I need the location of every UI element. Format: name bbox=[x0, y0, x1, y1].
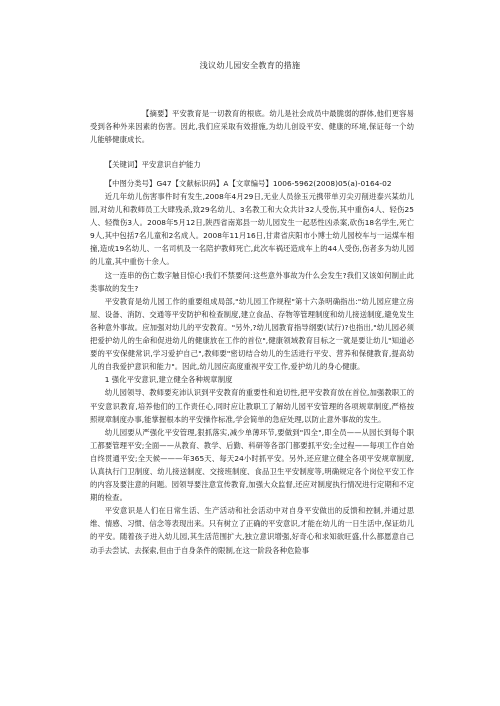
paragraph: 平安教育是幼儿园工作的重要组成局部,"幼儿园工作规程"第十六条明确指出:"幼儿园应建立房屋、设备、消防、交通等平安防护和检查制度,建立食品、存物等管理制度和幼儿接送制度,避免发生各种意外事故。应加强对幼儿的平安教育。"另外,?幼儿园教育指导纲要(试行)?也指出,"幼儿园必须把爱护幼儿的生命和促进幼儿的健康放在工作的首位",健康领域教育目标之一就是要让幼儿"知道必要的平安保健常识,学习爱护自己",教师要"密切结合幼儿的生活进行平安、营养和保健教育,提高幼儿的自我爱护意识和能力"。因此,幼儿园应高度重视平安工作,爱护幼儿的身心健康。 bbox=[90, 296, 414, 372]
classification-line: 【中图分类号】G47【文献标识码】A【文章编号】1006-5962(2008)05(a)-0164-02 bbox=[104, 179, 392, 188]
paragraph: 幼儿园领导、教师要充沛认识到平安教育的重要性和迫切性,把平安教育放在首位,加强教职工的平安意识教育,培养他们的工作责任心,同时应让教职工了解幼儿园平安管理的各项规章制度,严格按照规章制度办事,能掌握根本的平安操作标准,学会简单的急症处理,以防止意外事故的发生。 bbox=[90, 388, 414, 424]
body-text bbox=[90, 190, 414, 557]
keywords: 【关键词】平安意识自护能力 bbox=[104, 160, 201, 169]
paragraph: 幼儿园要从严强化平安管理,狠抓落实,减少单薄环节,要做到"四全",即全员——从园长到每个职工都要管理平安;全面——从教育、教学、后勤、科研等各部门都要抓平安;全过程——每项工作自始自终贯通平安;全天候———年365天、每天24小时抓平安。另外,还应建立健全各项平安规章制度,认真执行门卫制度、幼儿接送制度、交接班制度、食品卫生平安制度等,明确规定各个岗位平安工作的内容及要注意的问题。园领导要注意宣传教育,加强大众监督,还应对制度执行情况进行定期和不定期的检查。 bbox=[90, 427, 414, 503]
paragraph: 这一连串的伤亡数字触目惊心!我们不禁要问:这些意外事故为什么会发生?我们又该如何制止此类事故的发生? bbox=[90, 270, 414, 293]
section-heading: 1 强化平安意识,建立健全各种规章制度 bbox=[104, 375, 233, 385]
classification-block bbox=[90, 177, 414, 190]
article-title: 浅议幼儿园安全教育的措施 bbox=[199, 60, 301, 70]
abstract: 【摘要】平安教育是一切教育的根底。幼儿是社会成员中最脆弱的群体,他们更容易受到各种外来因素的伤害。因此,我们应采取有效措施,为幼儿创设平安、健康的环境,保证每一个幼儿能够健康成长。 bbox=[90, 109, 414, 145]
abstract-block bbox=[90, 107, 414, 146]
paragraph: 近几年幼儿伤害事件时有发生,2008年4月29日,无业人员徐玉元携带单刃尖刃削进泰兴某幼儿园,对幼儿和教师员工大肆残杀,致29名幼儿、3名教工和大众共计32人受伤,其中重伤4人、轻伤25人、轻微伤3人。2008年5月12日,陕西省南郑县一幼儿园发生一起恶性凶杀案,砍伤18名学生,死亡9人,其中包括7名儿童和2名成人。2008年11月16日,甘肃省庆阳市小博士幼儿园校车与一运煤车相撞,造成19名幼儿、一名司机及一名陪护教师死亡,此次车祸还造成车上的44人受伤,伤者多为幼儿园的儿童,其中重伤十余人。 bbox=[90, 192, 414, 267]
paragraph: 平安意识是人们在日常生活、生产活动和社会活动中对自身平安做出的反馈和控制,并通过思维、情感、习惯、信念等表现出来。只有树立了正确的平安意识,才能在幼儿的一日生活中,保证幼儿的平安。随着孩子进入幼儿园,其生活范围扩大,独立意识增强,好奇心和求知欲旺盛,什么都愿意自己动手去尝试、去探索,但由于自身条件的限制,在这一阶段各种危险事 bbox=[90, 506, 414, 555]
keywords-block bbox=[90, 158, 414, 171]
